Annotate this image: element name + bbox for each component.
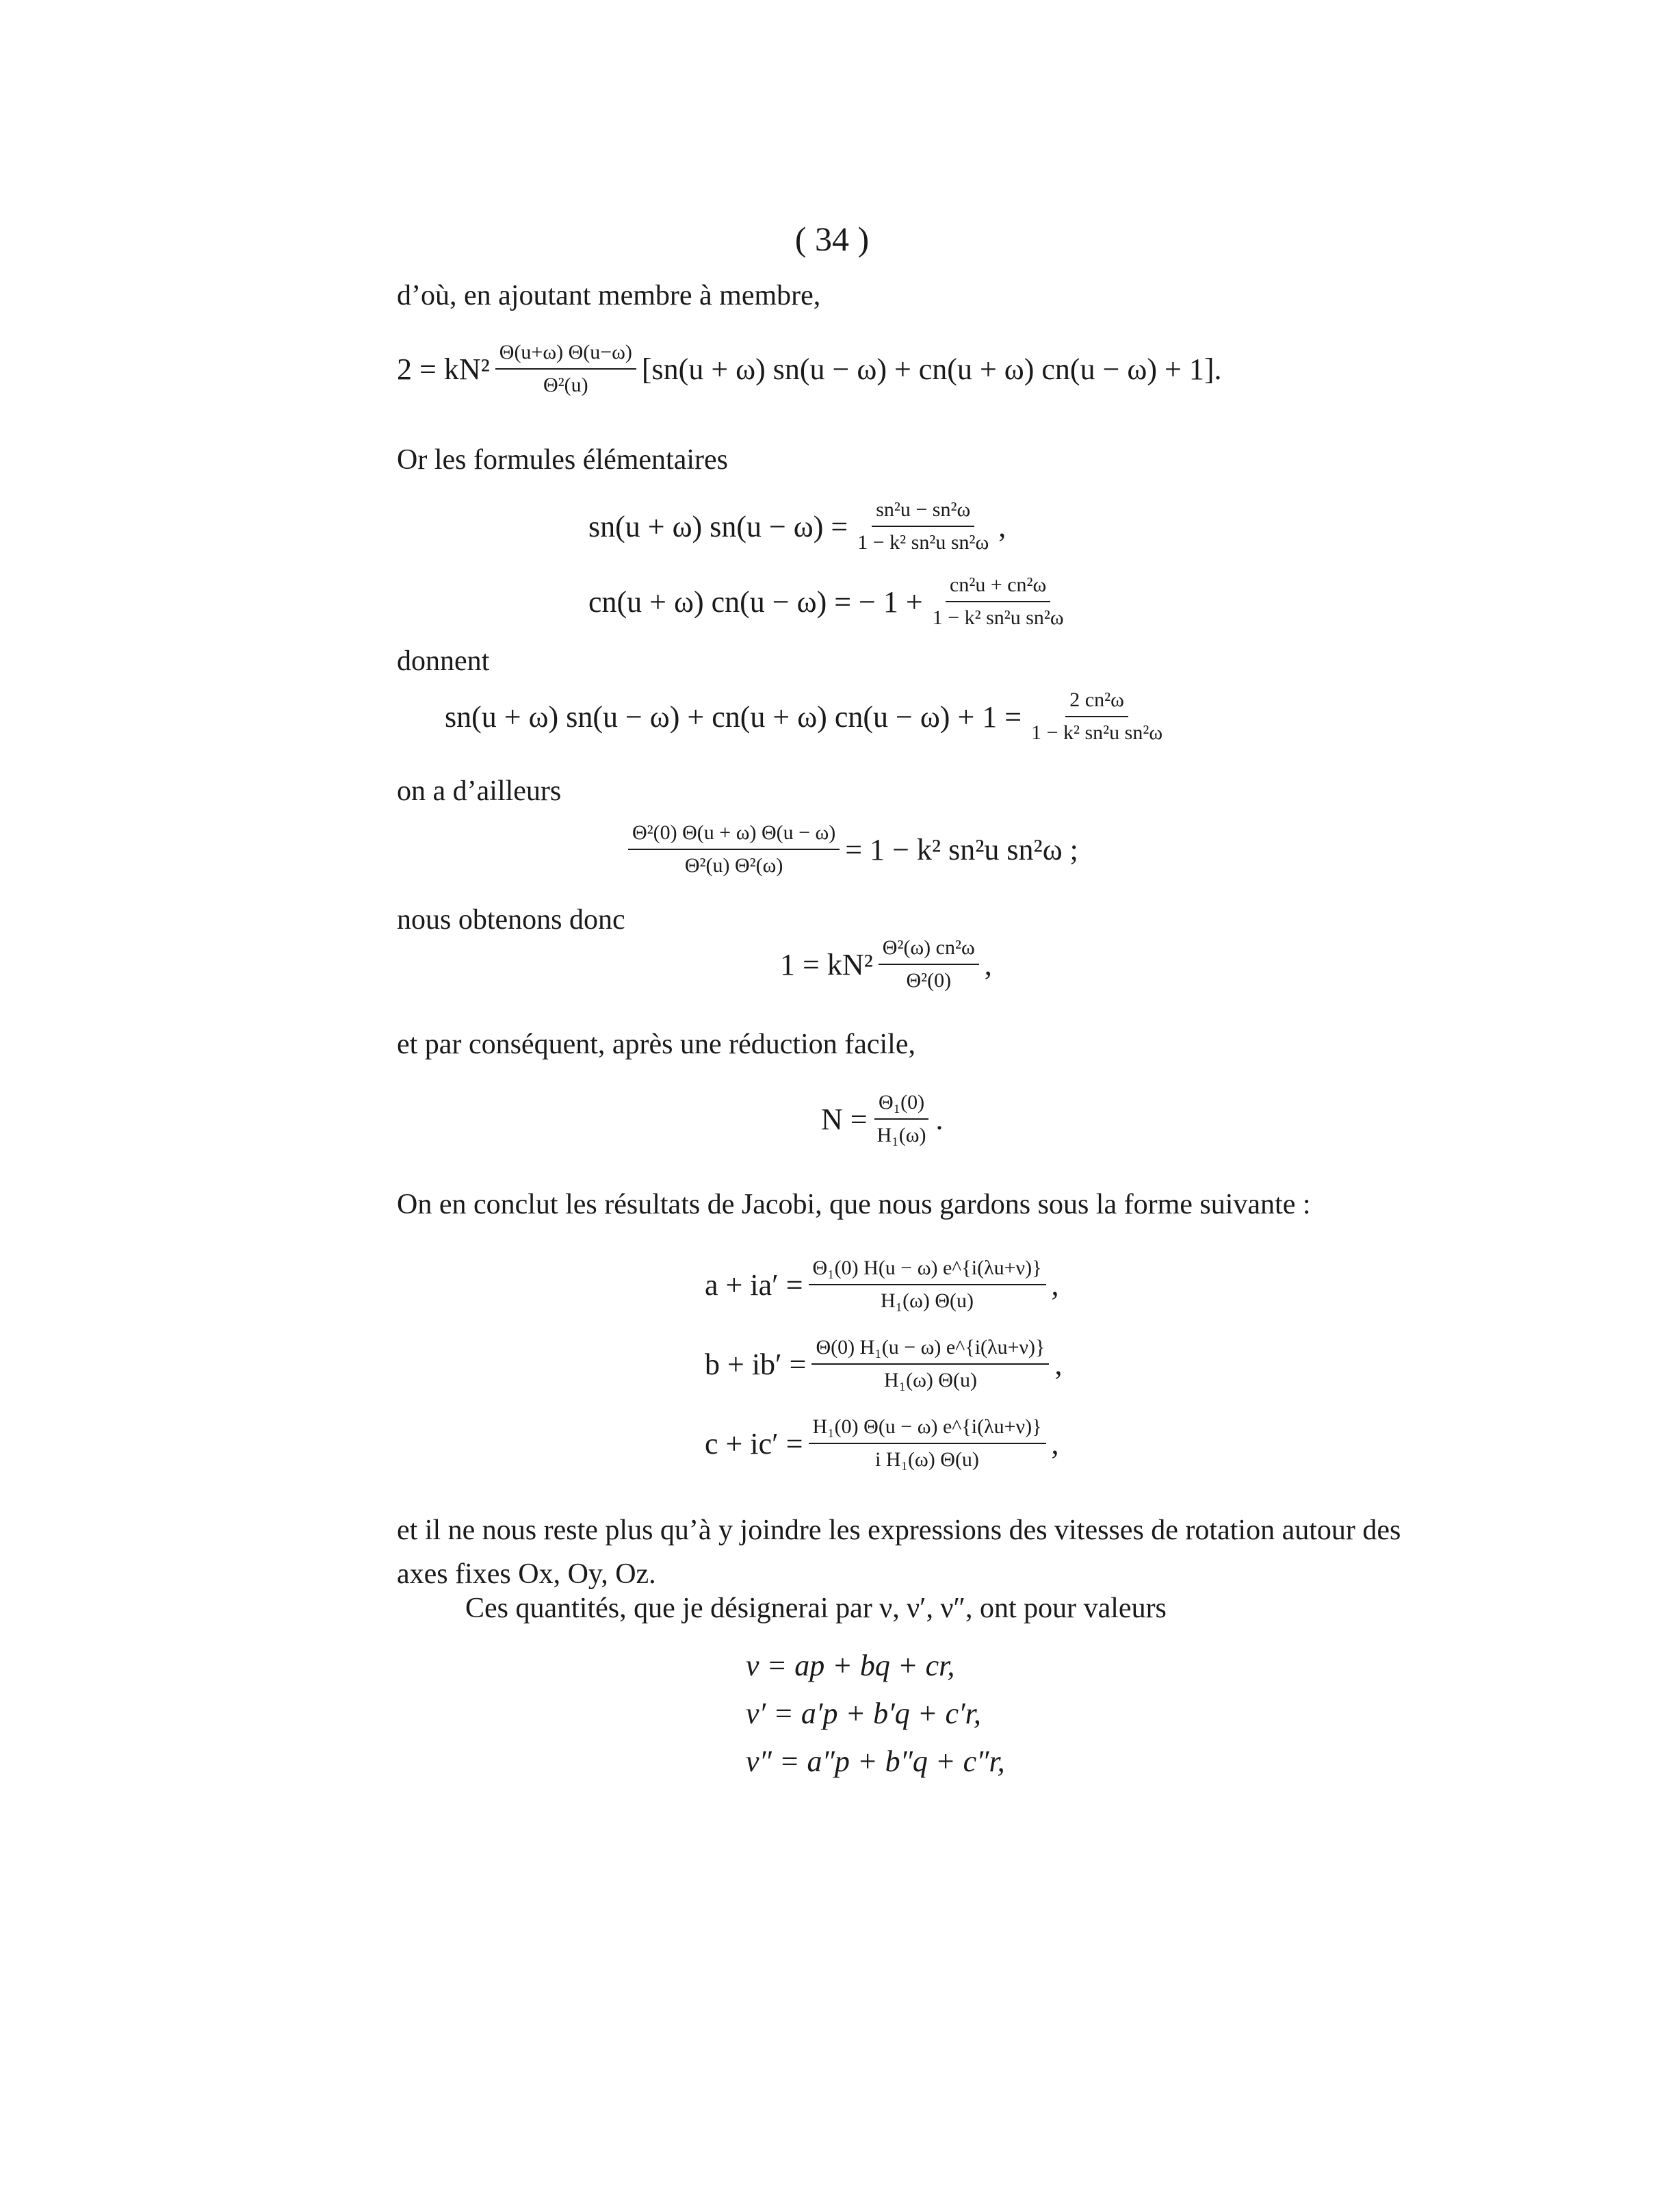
fraction: [879, 936, 979, 992]
fraction: [928, 574, 1068, 630]
equation-combined: [445, 689, 1172, 745]
equation-N: [821, 1091, 943, 1147]
fraction-denominator: Θ²(u) Θ²(ω): [684, 854, 783, 877]
equation-line: ν′ = a′p + b′q + c′r,: [746, 1697, 981, 1730]
equation-lhs: c + ic′ =: [705, 1426, 803, 1461]
fraction-numerator: 2 cn²ω: [1065, 689, 1128, 717]
paragraph-8: et il ne nous reste plus qu’à y joindre les expressions des vitesses de rotation autour des axes fixes Ox, Oy, Oz.: [397, 1515, 1401, 1590]
equation-b: [705, 1336, 1062, 1392]
equation-lhs: cn(u + ω) cn(u − ω) = − 1 +: [588, 584, 923, 619]
fraction-denominator: 1 − k² sn²u sn²ω: [857, 531, 989, 554]
paragraph-6: et par conséquent, après une réduction facile,: [397, 1029, 915, 1060]
equation-tail: ,: [1051, 1268, 1059, 1302]
equation-nu-prime: [746, 1696, 981, 1731]
fraction: [628, 821, 840, 877]
equation-nu: [746, 1648, 954, 1683]
equation-lhs: sn(u + ω) sn(u − ω) =: [588, 509, 848, 543]
page-number: ( 34 ): [794, 220, 870, 258]
equation-tail: ,: [1051, 1426, 1059, 1461]
equation-tail: ,: [984, 947, 992, 981]
equation-line: ν″ = a″p + b″q + c″r,: [746, 1745, 1005, 1778]
equation-nu-double-prime: [746, 1744, 1005, 1779]
equation-sn-product: [588, 498, 1006, 554]
fraction-numerator: Θ(0) H₁(u − ω) e^{i(λu+ν)}: [811, 1336, 1049, 1365]
fraction-denominator: H₁(ω): [876, 1124, 926, 1146]
equation-cn-product: [588, 574, 1074, 630]
fraction-numerator: Θ₁(0) H(u − ω) e^{i(λu+ν)}: [809, 1257, 1046, 1285]
fraction-numerator: cn²u + cn²ω: [946, 574, 1050, 602]
fraction-denominator: i H₁(ω) Θ(u): [875, 1448, 979, 1471]
fraction: [1027, 689, 1167, 745]
fraction-denominator: Θ²(u): [543, 374, 588, 396]
fraction-denominator: Θ²(0): [906, 969, 952, 992]
fraction-numerator: sn²u − sn²ω: [872, 498, 974, 527]
paragraph-5: nous obtenons donc: [397, 904, 625, 936]
equation-lhs: b + ib′ =: [705, 1347, 807, 1381]
equation-rhs: [sn(u + ω) sn(u − ω) + cn(u + ω) cn(u − ω) + 1].: [641, 352, 1222, 386]
equation-unity: [780, 936, 992, 992]
equation-lhs: a + ia′ =: [705, 1268, 803, 1302]
equation-line: ν = ap + bq + cr,: [746, 1649, 955, 1682]
equation-a: [705, 1257, 1059, 1313]
fraction-numerator: Θ₁(0): [874, 1091, 928, 1120]
fraction-numerator: Θ²(0) Θ(u + ω) Θ(u − ω): [628, 821, 840, 850]
equation-c: [705, 1415, 1059, 1471]
fraction: [809, 1415, 1046, 1471]
fraction-denominator: 1 − k² sn²u sn²ω: [932, 606, 1064, 629]
paragraph-7: On en conclut les résultats de Jacobi, que nous gardons sous la forme suivante :: [397, 1189, 1311, 1220]
equation-tail: ,: [1054, 1347, 1063, 1381]
equation-lhs: sn(u + ω) sn(u − ω) + cn(u + ω) cn(u − ω) + 1 =: [445, 699, 1022, 734]
fraction-numerator: H₁(0) Θ(u − ω) e^{i(λu+ν)}: [809, 1415, 1046, 1444]
fraction-numerator: Θ(u+ω) Θ(u−ω): [495, 341, 636, 370]
fraction-denominator: H₁(ω) Θ(u): [881, 1289, 974, 1312]
equation-tail: ,: [998, 509, 1006, 543]
equation-lhs: 1 = kN²: [780, 947, 873, 981]
fraction: [809, 1257, 1046, 1313]
paragraph-9: Ces quantités, que je désignerai par ν, ν′, ν″, ont pour valeurs: [465, 1593, 1167, 1624]
fraction: [853, 498, 993, 554]
equation-rhs: = 1 − k² sn²u sn²ω ;: [845, 832, 1078, 866]
equation-theta-identity: [623, 821, 1078, 877]
fraction-denominator: 1 − k² sn²u sn²ω: [1031, 721, 1163, 744]
fraction: [495, 341, 636, 397]
fraction: [873, 1091, 931, 1147]
paragraph-1: d’où, en ajoutant membre à membre,: [397, 280, 821, 311]
paragraph-3: donnent: [397, 645, 490, 677]
equation-tail: .: [935, 1102, 944, 1136]
paragraph-2: Or les formules élémentaires: [397, 444, 728, 476]
equation-lhs: N =: [821, 1102, 868, 1136]
fraction-numerator: Θ²(ω) cn²ω: [879, 936, 979, 965]
equation-sum: [397, 341, 1221, 397]
equation-lhs: 2 = kN²: [397, 352, 490, 386]
paragraph-4: on a d’ailleurs: [397, 775, 562, 807]
fraction: [811, 1336, 1049, 1392]
fraction-denominator: H₁(ω) Θ(u): [883, 1369, 977, 1391]
